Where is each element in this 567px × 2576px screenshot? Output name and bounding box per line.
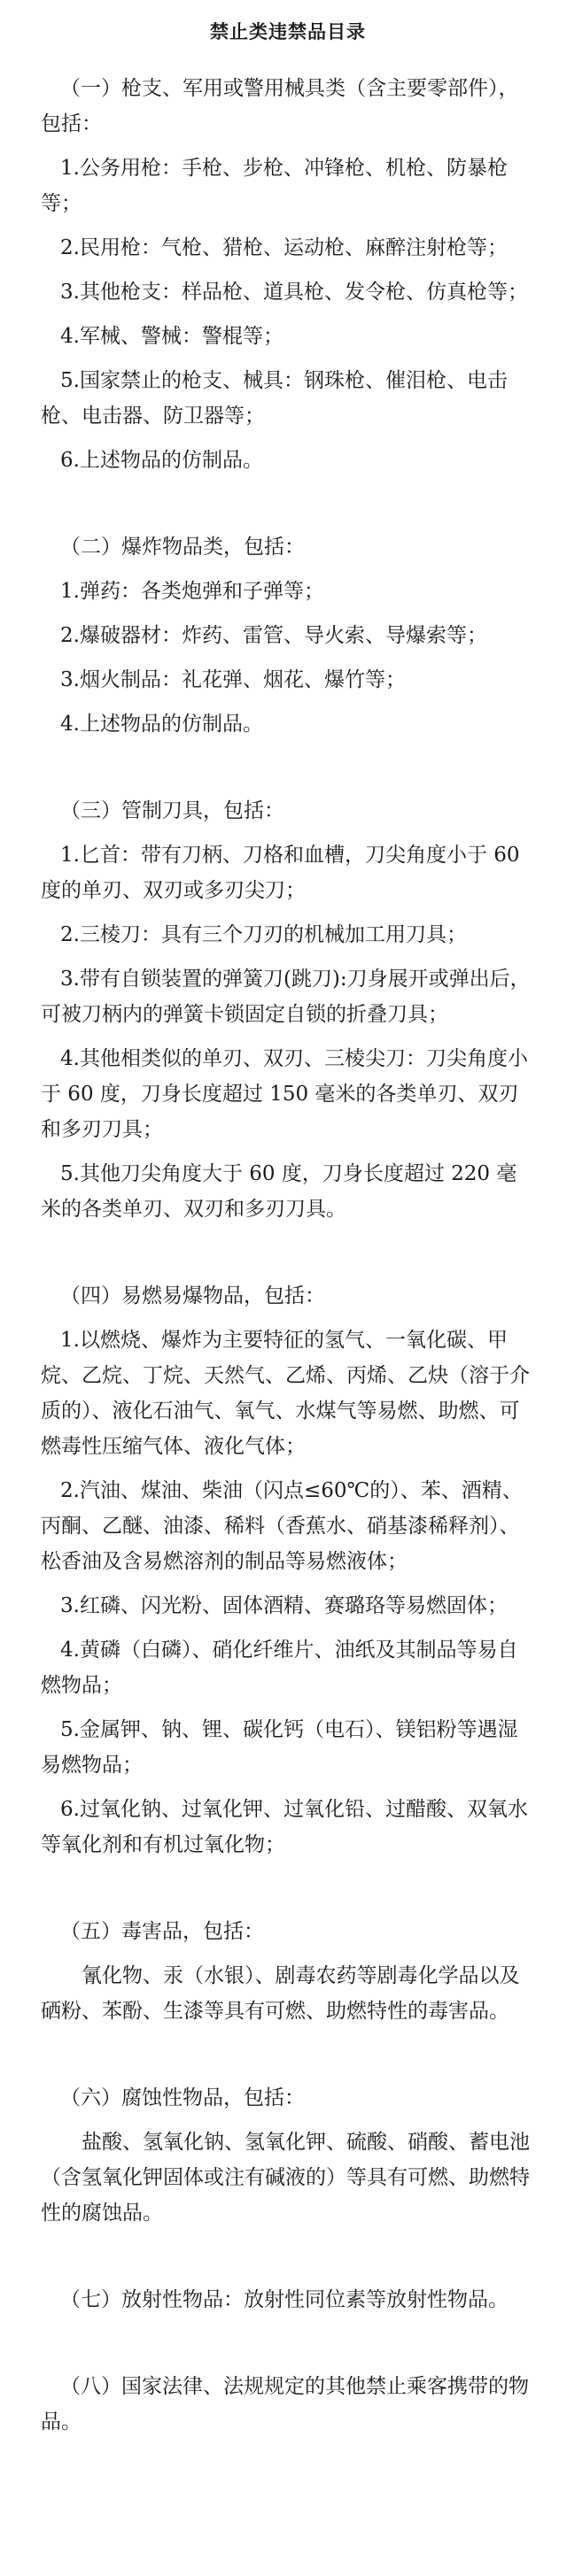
section-heading: （五）毒害品，包括： [60,1920,264,1943]
list-item: 1.以燃烧、爆炸为主要特征的氢气、一氧化碳、甲烷、乙烷、丁烷、天然气、乙烯、丙烯、乙炔（溶于介质的）、液化石油气、氧气、水煤气等易燃、助燃、可燃毒性压缩气体、液化气体； [41,1329,530,1458]
section-other-prohibited [41,2369,535,2440]
section-radioactive [41,2282,535,2318]
section-corrosive [41,2080,535,2231]
list-item: 4.军械、警械：警棍等； [60,325,284,348]
section-heading: （七）放射性物品：放射性同位素等放射性物品。 [60,2288,509,2311]
list-item: 3.烟火制品：礼花弹、烟花、爆竹等； [60,668,406,691]
list-item: 4.上述物品的仿制品。 [60,713,263,736]
list-item: 3.其他枪支：样品枪、道具枪、发令枪、仿真枪等； [60,281,528,304]
list-item: 4.黄磷（白磷）、硝化纤维片、油纸及其制品等易自燃物品； [41,1639,518,1697]
section-heading: （三）管制刀具，包括： [60,799,284,822]
list-item: 6.上述物品的仿制品。 [60,449,263,472]
list-item: 3.红磷、闪光粉、固体酒精、赛璐珞等易燃固体； [60,1594,508,1617]
list-item: 5.其他刀尖角度大于 60 度，刀身长度超过 220 毫米的各类单刃、双刃和多刃刀具。 [41,1162,517,1221]
section-heading: （二）爆炸物品类，包括： [60,536,305,559]
section-heading: （六）腐蚀性物品，包括： [60,2086,305,2109]
list-item: 2.民用枪：气枪、猎枪、运动枪、麻醉注射枪等； [60,236,508,259]
list-item: 2.汽油、煤油、柴油（闪点≤60℃的）、苯、酒精、丙酮、乙醚、油漆、稀料（香蕉水、硝基漆稀释剂）、松香油及含易燃溶剂的制品等易燃液体； [41,1479,523,1573]
section-heading: （八）国家法律、法规规定的其他禁止乘客携带的物品。 [41,2375,529,2433]
section-body: 氰化物、汞（水银）、剧毒农药等剧毒化学品以及硒粉、苯酚、生漆等具有可燃、助燃特性的毒害品。 [41,1964,520,2023]
page-title: 禁止类违禁品目录 [210,21,366,42]
section-toxic [41,1914,535,2029]
list-item: 1.公务用枪：手枪、步枪、冲锋枪、机枪、防暴枪等； [41,157,508,215]
section-firearms [41,71,535,478]
section-heading: （四）易燃易爆物品，包括： [60,1284,325,1307]
list-item: 5.金属钾、钠、锂、碳化钙（电石）、镁铝粉等遇湿易燃物品； [41,1718,518,1777]
section-flammables [41,1278,535,1863]
section-controlled-knives [41,793,535,1227]
list-item: 5.国家禁止的枪支、械具：钢珠枪、催泪枪、电击枪、电击器、防卫器等； [41,369,508,428]
section-heading: （一）枪支、军用或警用械具类（含主要零部件），包括： [41,77,519,135]
list-item: 3.带有自锁装置的弹簧刀(跳刀):刀身展开或弹出后，可被刀柄内的弹簧卡锁固定自锁的折叠刀具； [41,968,531,1026]
section-body: 盐酸、氢氧化钠、氢氧化钾、硫酸、硝酸、蓄电池（含氢氧化钾固体或注有碱液的）等具有可燃、助燃特性的腐蚀品。 [41,2131,530,2225]
list-item: 2.三棱刀：具有三个刀刃的机械加工用刀具； [60,923,467,946]
list-item: 1.弹药：各类炮弹和子弹等； [60,580,324,603]
list-item: 1.匕首：带有刀柄、刀格和血槽，刀尖角度小于 60 度的单刃、双刃或多刃尖刀； [41,844,520,902]
list-item: 2.爆破器材：炸药、雷管、导火索、导爆索等； [60,624,487,647]
list-item: 6.过氧化钠、过氧化钾、过氧化铅、过醋酸、双氧水等氧化剂和有机过氧化物； [41,1798,528,1856]
section-explosives [41,529,535,742]
list-item: 4.其他相类似的单刃、双刃、三棱尖刀：刀尖角度小于 60 度，刀身长度超过 150 毫米的各类单刃、双刃和多刃刀具； [41,1047,528,1141]
